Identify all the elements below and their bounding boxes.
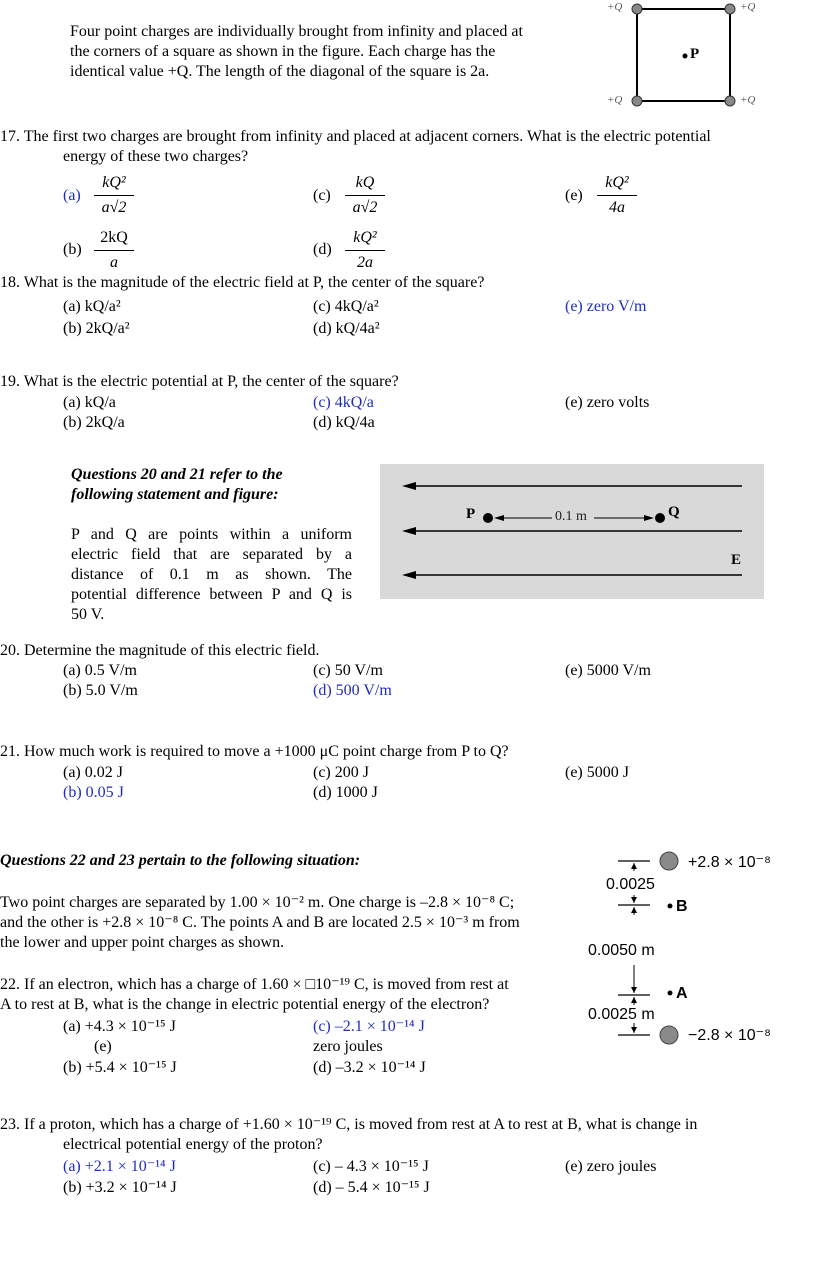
field-diagram xyxy=(380,464,764,599)
dim-arrowhead xyxy=(631,863,637,869)
fraction-bar xyxy=(345,195,385,196)
charge-top-left xyxy=(632,4,642,14)
option-e[interactable]: (e) 5000 J xyxy=(565,764,629,781)
intro-line: the lower and upper point charges as shown. xyxy=(0,934,285,951)
dim-arrowhead xyxy=(631,987,637,993)
point-a-label: A xyxy=(676,985,688,1002)
question-stem: electrical potential energy of the proton? xyxy=(63,1136,323,1153)
question-stem: 19. What is the electric potential at P, the center of the square? xyxy=(0,373,399,390)
question-stem: 21. How much work is required to move a +1000 μC point charge from P to Q? xyxy=(0,743,509,760)
option-e[interactable]: (e) zero V/m xyxy=(565,298,647,315)
option-e[interactable]: (e) zero joules xyxy=(565,1158,657,1175)
option-e-fraction xyxy=(597,173,637,218)
option-a-fraction xyxy=(94,173,134,218)
charge-top-right xyxy=(725,4,735,14)
question-stem: energy of these two charges? xyxy=(63,148,249,165)
option-c[interactable]: (c) 4kQ/a² xyxy=(313,298,379,315)
denominator: a√2 xyxy=(352,199,378,216)
option-b[interactable]: (b) 5.0 V/m xyxy=(63,682,138,699)
corner-label-tl: +Q xyxy=(607,1,623,13)
option-b[interactable]: (b) 2kQ/a² xyxy=(63,320,130,337)
question-stem: 17. The first two charges are brought from infinity and placed at adjacent corners. What is the electric potential xyxy=(0,128,711,145)
numerator: kQ² xyxy=(102,174,126,191)
gap-mid-label: 0.0050 m xyxy=(588,942,655,959)
denominator: a√2 xyxy=(101,199,127,216)
option-c[interactable]: (c) –2.1 × 10⁻¹⁴ J xyxy=(313,1018,425,1035)
denominator: a xyxy=(110,254,118,271)
intro-line: Two point charges are separated by 1.00 × 10⁻² m. One charge is –2.8 × 10⁻⁸ C; xyxy=(0,894,515,911)
point-p-dot xyxy=(483,513,493,523)
denominator: 2a xyxy=(357,254,373,271)
point-p-label: P xyxy=(466,506,476,522)
numerator: 2kQ xyxy=(100,229,128,246)
corner-label-br: +Q xyxy=(740,94,756,106)
point-q-dot xyxy=(655,513,665,523)
option-b[interactable]: (b) +5.4 × 10⁻¹⁵ J xyxy=(63,1059,177,1076)
option-c-fraction xyxy=(345,173,385,218)
point-b-dot xyxy=(668,904,673,909)
option-e-label[interactable]: (e) xyxy=(565,187,583,204)
field-label: E xyxy=(731,552,742,568)
corner-label-tr: +Q xyxy=(740,1,756,13)
point-b-label: B xyxy=(676,898,688,915)
dim-arrowhead xyxy=(631,1027,637,1033)
option-d[interactable]: (d) 500 V/m xyxy=(313,682,392,699)
section-heading: Questions 20 and 21 refer to the xyxy=(71,466,283,483)
intro-body-line: 50 V. xyxy=(71,606,105,623)
intro-line: the corners of a square as shown in the figure. Each charge has the xyxy=(70,43,496,60)
fraction-bar xyxy=(94,195,134,196)
distance-label: 0.1 m xyxy=(555,509,587,524)
option-a[interactable]: (a) kQ/a xyxy=(63,394,116,411)
question-stem: 23. If a proton, which has a charge of +1.60 × 10⁻¹⁹ C, is moved from rest at A to rest at B, what is change in xyxy=(0,1116,698,1133)
question-stem: 22. If an electron, which has a charge of 1.60 × □10⁻¹⁹ C, is moved from rest at xyxy=(0,976,509,993)
question-stem: 18. What is the magnitude of the electric field at P, the center of the square? xyxy=(0,274,485,291)
option-e[interactable]: (e) 5000 V/m xyxy=(565,662,651,679)
option-c[interactable]: (c) 200 J xyxy=(313,764,369,781)
intro-body-line: distance of 0.1 m as shown. The xyxy=(71,566,352,583)
question-stem: A to rest at B, what is the change in electric potential energy of the electron? xyxy=(0,996,490,1013)
fraction-bar xyxy=(345,250,385,251)
option-a[interactable]: (a) kQ/a² xyxy=(63,298,121,315)
option-e[interactable]: (e) zero volts xyxy=(565,394,650,411)
square-diagram xyxy=(600,0,816,112)
option-c[interactable]: (c) – 4.3 × 10⁻¹⁵ J xyxy=(313,1158,429,1175)
numerator: kQ² xyxy=(605,174,629,191)
intro-line: Four point charges are individually brought from infinity and placed at xyxy=(70,23,523,40)
fraction-bar xyxy=(597,195,637,196)
center-point xyxy=(683,54,688,59)
option-d[interactable]: (d) kQ/4a xyxy=(313,414,375,431)
denominator: 4a xyxy=(609,199,625,216)
intro-body-line: electric field that are separated by a xyxy=(71,546,352,563)
center-label: P xyxy=(690,46,700,62)
section-heading: Questions 22 and 23 pertain to the following situation: xyxy=(0,852,361,869)
bottom-charge-value: −2.8 × 10⁻⁸ xyxy=(688,1027,771,1044)
option-b[interactable]: (b) 2kQ/a xyxy=(63,414,125,431)
positive-charge xyxy=(660,852,678,870)
numerator: kQ xyxy=(355,174,375,191)
option-d-fraction xyxy=(345,228,385,273)
dim-arrowhead xyxy=(631,907,637,913)
corner-label-bl: +Q xyxy=(607,94,623,106)
option-c[interactable]: (c) 50 V/m xyxy=(313,662,383,679)
section-heading: following statement and figure: xyxy=(71,486,279,503)
option-a-label[interactable]: (a) xyxy=(63,187,81,204)
option-a[interactable]: (a) +2.1 × 10⁻¹⁴ J xyxy=(63,1158,176,1175)
option-b-label[interactable]: (b) xyxy=(63,241,82,258)
option-c[interactable]: (c) 4kQ/a xyxy=(313,394,374,411)
question-stem: 20. Determine the magnitude of this electric field. xyxy=(0,642,320,659)
charge-bottom-left xyxy=(632,96,642,106)
point-a-dot xyxy=(668,991,673,996)
gap-bottom-label: 0.0025 m xyxy=(588,1006,655,1023)
top-charge-value: +2.8 × 10⁻⁸ xyxy=(688,854,771,871)
option-d-label[interactable]: (d) xyxy=(313,241,332,258)
option-d[interactable]: (d) – 5.4 × 10⁻¹⁵ J xyxy=(313,1179,430,1196)
intro-line: identical value +Q. The length of the diagonal of the square is 2a. xyxy=(70,63,490,80)
option-e-text[interactable]: zero joules xyxy=(313,1038,383,1055)
option-a[interactable]: (a) +4.3 × 10⁻¹⁵ J xyxy=(63,1018,176,1035)
option-d[interactable]: (d) –3.2 × 10⁻¹⁴ J xyxy=(313,1059,426,1076)
option-e-label[interactable]: (e) xyxy=(94,1038,112,1055)
option-b-fraction xyxy=(94,228,134,273)
intro-body-line: potential difference between P and Q is xyxy=(71,586,352,603)
fraction-bar xyxy=(94,250,134,251)
option-b[interactable]: (b) +3.2 × 10⁻¹⁴ J xyxy=(63,1179,177,1196)
intro-line: and the other is +2.8 × 10⁻⁸ C. The points A and B are located 2.5 × 10⁻³ m from xyxy=(0,914,520,931)
option-d[interactable]: (d) kQ/4a² xyxy=(313,320,380,337)
option-a[interactable]: (a) 0.5 V/m xyxy=(63,662,137,679)
negative-charge xyxy=(660,1026,678,1044)
dim-arrowhead xyxy=(631,997,637,1003)
point-q-label: Q xyxy=(668,504,680,520)
gap-top-label: 0.0025 xyxy=(606,876,655,893)
option-a[interactable]: (a) 0.02 J xyxy=(63,764,123,781)
dim-arrowhead xyxy=(631,897,637,903)
option-b[interactable]: (b) 0.05 J xyxy=(63,784,124,801)
option-c-label[interactable]: (c) xyxy=(313,187,331,204)
numerator: kQ² xyxy=(353,229,377,246)
option-d[interactable]: (d) 1000 J xyxy=(313,784,378,801)
intro-body-line: P and Q are points within a uniform xyxy=(71,526,352,543)
charge-bottom-right xyxy=(725,96,735,106)
